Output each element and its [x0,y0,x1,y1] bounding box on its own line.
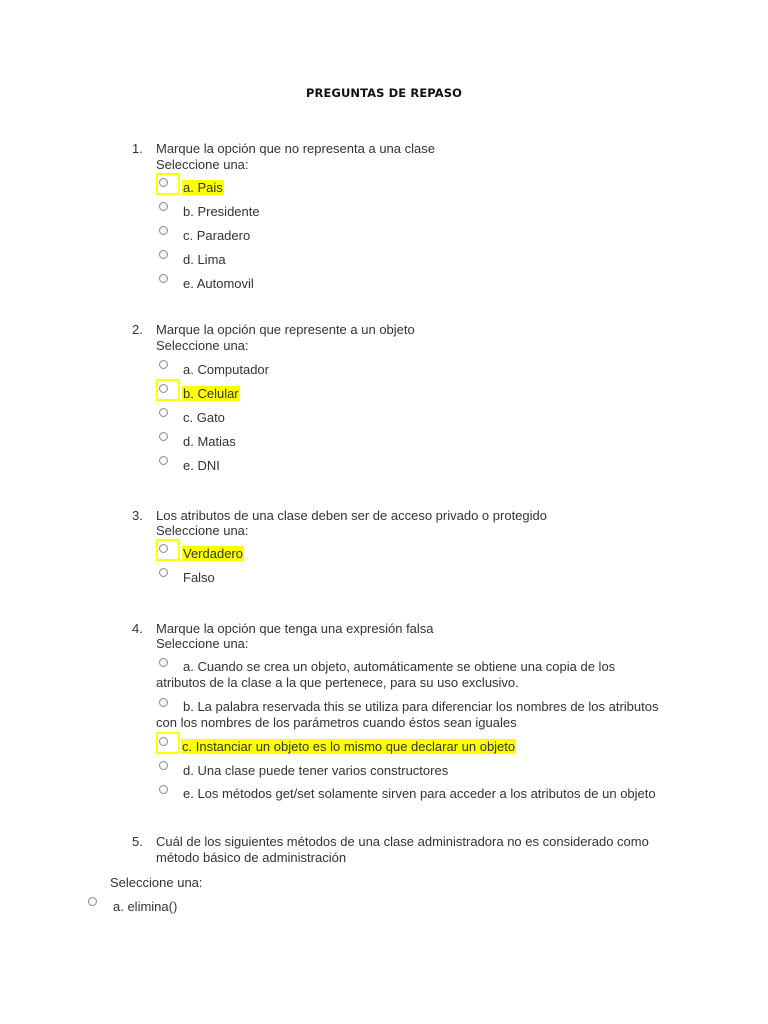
question-text: Marque la opción que tenga una expresión falsa [156,621,434,636]
page-title: PREGUNTAS DE REPASO [305,86,463,100]
option-label: e. DNI [183,458,220,473]
question-text: Marque la opción que represente a un objeto [156,322,415,337]
option-label: Falso [183,570,215,585]
option-label: e. Automovil [183,276,254,291]
option-label: d. Lima [183,252,226,267]
select-label: Seleccione una: [156,523,249,538]
question-text: Marque la opción que no representa a una clase [156,141,435,156]
option-label: b. Celular [183,386,239,401]
option-label: d. Una clase puede tener varios constructores [183,763,449,778]
question-number: 3. [132,508,143,523]
question-number: 4. [132,621,143,636]
question-number: 1. [132,141,143,156]
option-label: c. Gato [183,410,225,425]
radio-button[interactable] [159,360,168,369]
question-text: Los atributos de una clase deben ser de acceso privado o protegido [156,508,547,523]
option-label: b. Presidente [183,204,260,219]
option-label: a. Computador [183,362,269,377]
radio-button[interactable] [159,250,168,259]
option-label: d. Matias [183,434,236,449]
radio-button[interactable] [159,384,168,393]
option-label: b. La palabra reservada this se utiliza para diferenciar los nombres de los atributos con los nombres de los parámetros cuando éstos sean iguales [156,699,659,730]
select-label: Seleccione una: [110,875,203,890]
option-label: Verdadero [183,546,243,561]
radio-button[interactable] [159,226,168,235]
option-label: c. Instanciar un objeto es lo mismo que declarar un objeto [182,739,516,754]
radio-button[interactable] [159,178,168,187]
radio-button[interactable] [159,544,168,553]
option-label: a. Pais [183,180,223,195]
radio-button[interactable] [88,897,97,906]
radio-button[interactable] [159,408,168,417]
radio-button[interactable] [159,432,168,441]
select-label: Seleccione una: [156,157,249,172]
option-label: a. elimina() [113,899,178,914]
radio-button[interactable] [159,568,168,577]
select-label: Seleccione una: [156,636,249,651]
radio-button[interactable] [159,274,168,283]
radio-button[interactable] [159,456,168,465]
radio-button[interactable] [159,761,168,770]
option-label: c. Paradero [183,228,251,243]
question-text: Cuál de los siguientes métodos de una clase administradora no es considerado como método básico de administración [156,834,649,865]
radio-button[interactable] [159,737,168,746]
select-label: Seleccione una: [156,338,249,353]
question-number: 5. [132,834,143,849]
question-number: 2. [132,322,143,337]
option-label: e. Los métodos get/set solamente sirven para acceder a los atributos de un objeto [183,786,656,801]
radio-button[interactable] [159,202,168,211]
option-label: a. Cuando se crea un objeto, automáticamente se obtiene una copia de los atributos de la clase a la que pertenece, para su uso exclusivo. [156,659,616,690]
